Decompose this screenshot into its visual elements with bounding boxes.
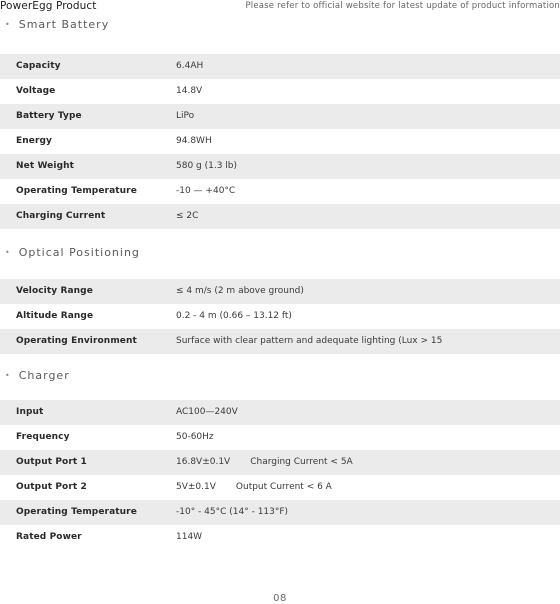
table-row — [0, 154, 560, 179]
spec-table-optical-positioning — [0, 279, 560, 354]
section-title-text: Smart Battery — [18, 18, 110, 31]
section-title-smart-battery — [5, 18, 109, 31]
table-row — [0, 450, 560, 475]
spec-key: Energy — [16, 136, 53, 146]
spec-key: Net Weight — [16, 161, 75, 171]
spec-value: 50-60Hz — [176, 432, 214, 442]
spec-key: Operating Environment — [16, 336, 137, 346]
product-heading: PowerEgg Product — [0, 0, 97, 12]
spec-key: Input — [16, 407, 44, 417]
spec-value: 580 g (1.3 lb) — [176, 161, 238, 171]
spec-key: Rated Power — [16, 532, 82, 542]
table-row — [0, 425, 560, 450]
table-row — [0, 179, 560, 204]
table-row — [0, 104, 560, 129]
section-title-optical-positioning — [5, 246, 140, 259]
spec-value: AC100—240V — [176, 407, 238, 417]
spec-value — [176, 475, 332, 500]
spec-key: Frequency — [16, 432, 70, 442]
bullet-icon: • — [5, 371, 11, 380]
spec-value: ≤ 4 m/s (2 m above ground) — [176, 286, 304, 296]
table-row — [0, 400, 560, 425]
table-row — [0, 279, 560, 304]
spec-key: Operating Temperature — [16, 507, 137, 517]
table-row — [0, 500, 560, 525]
spec-value: ≤ 2C — [176, 211, 199, 221]
spec-key: Output Port 2 — [16, 482, 87, 492]
spec-value-secondary: Output Current < 6 A — [235, 482, 332, 492]
spec-table-charger — [0, 400, 560, 550]
spec-key: Altitude Range — [16, 311, 94, 321]
bullet-icon: • — [5, 248, 11, 257]
spec-key: Capacity — [16, 61, 61, 71]
section-title-text: Optical Positioning — [18, 246, 140, 259]
spec-value: 114W — [176, 532, 203, 542]
table-row — [0, 54, 560, 79]
table-row — [0, 525, 560, 550]
spec-value: LiPo — [176, 111, 195, 121]
spec-value: -10° - 45°C (14° - 113°F) — [176, 507, 289, 517]
spec-value: 94.8WH — [176, 136, 212, 146]
update-notice: Please refer to official website for latest update of product information — [245, 1, 560, 11]
table-row — [0, 475, 560, 500]
table-row — [0, 79, 560, 104]
spec-value: -10 — +40°C — [176, 186, 236, 196]
spec-value-primary: 5V±0.1V — [176, 482, 216, 492]
spec-key: Velocity Range — [16, 286, 93, 296]
table-row — [0, 129, 560, 154]
spec-key: Operating Temperature — [16, 186, 137, 196]
table-row — [0, 304, 560, 329]
section-title-text: Charger — [18, 369, 70, 382]
spec-key: Output Port 1 — [16, 457, 87, 467]
spec-value: 0.2 - 4 m (0.66 – 13.12 ft) — [176, 311, 292, 321]
table-row — [0, 204, 560, 229]
spec-value-primary: 16.8V±0.1V — [176, 457, 231, 467]
spec-value: Surface with clear pattern and adequate lighting (Lux > 15 — [176, 336, 443, 346]
spec-key: Voltage — [16, 86, 56, 96]
table-row — [0, 329, 560, 354]
bullet-icon: • — [5, 20, 11, 29]
section-title-charger — [5, 369, 70, 382]
spec-table-smart-battery — [0, 54, 560, 229]
page-number: 08 — [273, 593, 287, 604]
spec-value — [176, 450, 353, 475]
spec-value: 6.4AH — [176, 61, 204, 71]
spec-key: Battery Type — [16, 111, 82, 121]
spec-value: 14.8V — [176, 86, 203, 96]
spec-key: Charging Current — [16, 211, 106, 221]
spec-value-secondary: Charging Current < 5A — [250, 457, 353, 467]
